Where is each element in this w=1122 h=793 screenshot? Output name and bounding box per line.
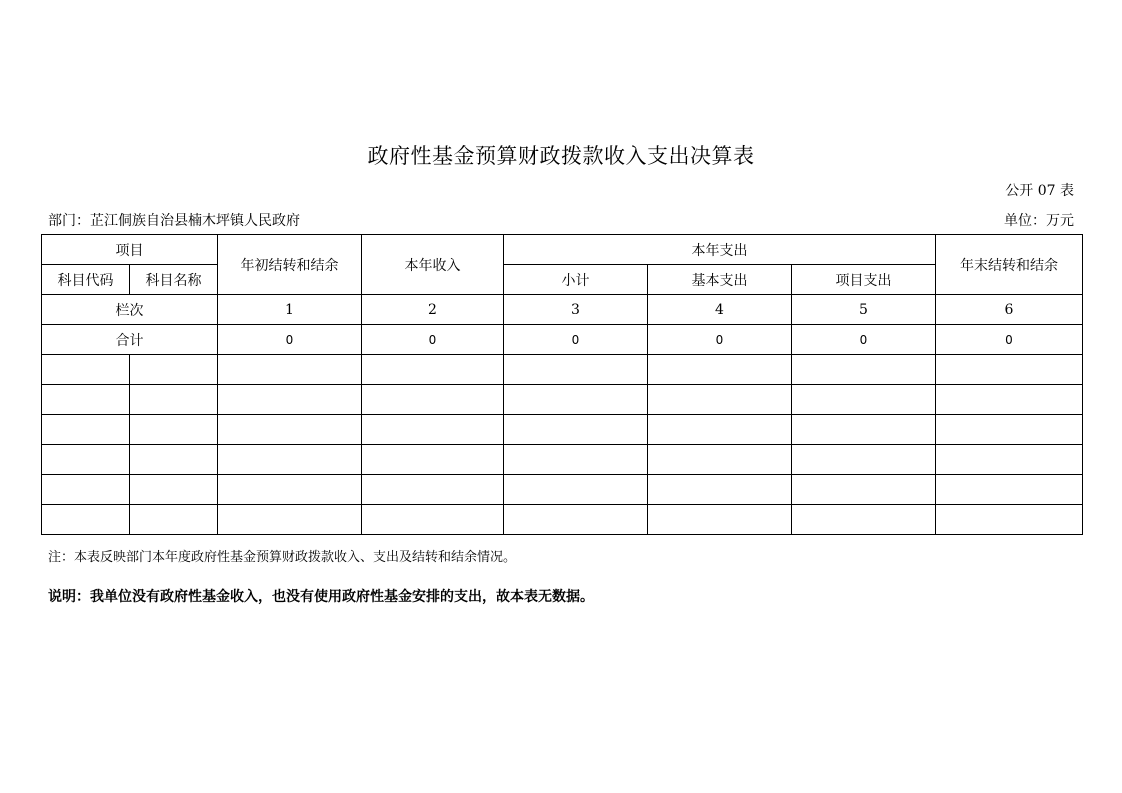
empty-cell [792, 445, 936, 475]
empty-cell [130, 505, 218, 535]
column-number-row [42, 295, 1083, 325]
empty-cell [792, 415, 936, 445]
empty-cell [362, 415, 504, 445]
column-number-cell: 6 [936, 295, 1083, 325]
table-row [42, 355, 1083, 385]
empty-cell [936, 415, 1083, 445]
empty-cell [362, 355, 504, 385]
empty-cell [504, 415, 648, 445]
empty-cell [936, 475, 1083, 505]
empty-cell [504, 505, 648, 535]
total-cell: 0 [362, 325, 504, 355]
header-subtotal: 小计 [504, 265, 648, 295]
empty-cell [362, 475, 504, 505]
empty-cell [648, 475, 792, 505]
empty-cell [42, 355, 130, 385]
empty-cell [648, 505, 792, 535]
table-row [42, 475, 1083, 505]
header-project: 项目支出 [792, 265, 936, 295]
empty-cell [130, 445, 218, 475]
empty-cell [792, 355, 936, 385]
header-expense: 本年支出 [504, 235, 936, 265]
page-title: 政府性基金预算财政拨款收入支出决算表 [367, 144, 755, 168]
column-number-cell: 4 [648, 295, 792, 325]
header-item: 项目 [42, 235, 218, 265]
header-code: 科目代码 [42, 265, 130, 295]
empty-cell [218, 475, 362, 505]
empty-cell [130, 355, 218, 385]
empty-cell [936, 505, 1083, 535]
table-row [42, 445, 1083, 475]
header-row-1 [42, 235, 1083, 265]
header-row-2 [42, 265, 1083, 295]
column-number-cell: 1 [218, 295, 362, 325]
empty-cell [362, 445, 504, 475]
empty-cell [936, 355, 1083, 385]
empty-cell [648, 385, 792, 415]
empty-cell [130, 385, 218, 415]
empty-cell [504, 475, 648, 505]
column-number-cell: 2 [362, 295, 504, 325]
empty-cell [42, 415, 130, 445]
total-label: 合计 [42, 325, 218, 355]
department-label: 部门：芷江侗族自治县楠木坪镇人民政府 [48, 213, 300, 229]
budget-table [41, 234, 1083, 535]
empty-cell [648, 355, 792, 385]
empty-cell [362, 505, 504, 535]
header-name: 科目名称 [130, 265, 218, 295]
table-row [42, 385, 1083, 415]
explanation-text: 说明：我单位没有政府性基金收入，也没有使用政府性基金安排的支出，故本表无数据。 [48, 589, 594, 605]
total-cell: 0 [792, 325, 936, 355]
total-row [42, 325, 1083, 355]
header-end-balance: 年末结转和结余 [936, 235, 1083, 295]
empty-cell [792, 385, 936, 415]
table-row [42, 415, 1083, 445]
column-number-cell: 5 [792, 295, 936, 325]
empty-cell [130, 475, 218, 505]
total-cell: 0 [936, 325, 1083, 355]
empty-cell [218, 415, 362, 445]
empty-cell [792, 475, 936, 505]
empty-cell [936, 385, 1083, 415]
empty-cell [504, 385, 648, 415]
empty-cell [218, 355, 362, 385]
total-cell: 0 [218, 325, 362, 355]
table-row [42, 505, 1083, 535]
total-cell: 0 [504, 325, 648, 355]
empty-cell [648, 445, 792, 475]
empty-cell [504, 445, 648, 475]
empty-cell [936, 445, 1083, 475]
empty-cell [362, 385, 504, 415]
form-number: 公开 07 表 [1005, 183, 1074, 199]
empty-cell [42, 385, 130, 415]
empty-cell [792, 505, 936, 535]
empty-cell [42, 505, 130, 535]
empty-cell [42, 475, 130, 505]
unit-label: 单位：万元 [1004, 213, 1074, 229]
column-number-label: 栏次 [42, 295, 218, 325]
empty-cell [42, 445, 130, 475]
empty-cell [504, 355, 648, 385]
total-cell: 0 [648, 325, 792, 355]
header-begin-balance: 年初结转和结余 [218, 235, 362, 295]
column-number-cell: 3 [504, 295, 648, 325]
empty-cell [218, 505, 362, 535]
empty-cell [130, 415, 218, 445]
empty-cell [218, 445, 362, 475]
header-income: 本年收入 [362, 235, 504, 295]
table-note: 注：本表反映部门本年度政府性基金预算财政拨款收入、支出及结转和结余情况。 [48, 550, 517, 565]
empty-cell [648, 415, 792, 445]
header-basic: 基本支出 [648, 265, 792, 295]
empty-cell [218, 385, 362, 415]
empty-rows [42, 355, 1083, 535]
